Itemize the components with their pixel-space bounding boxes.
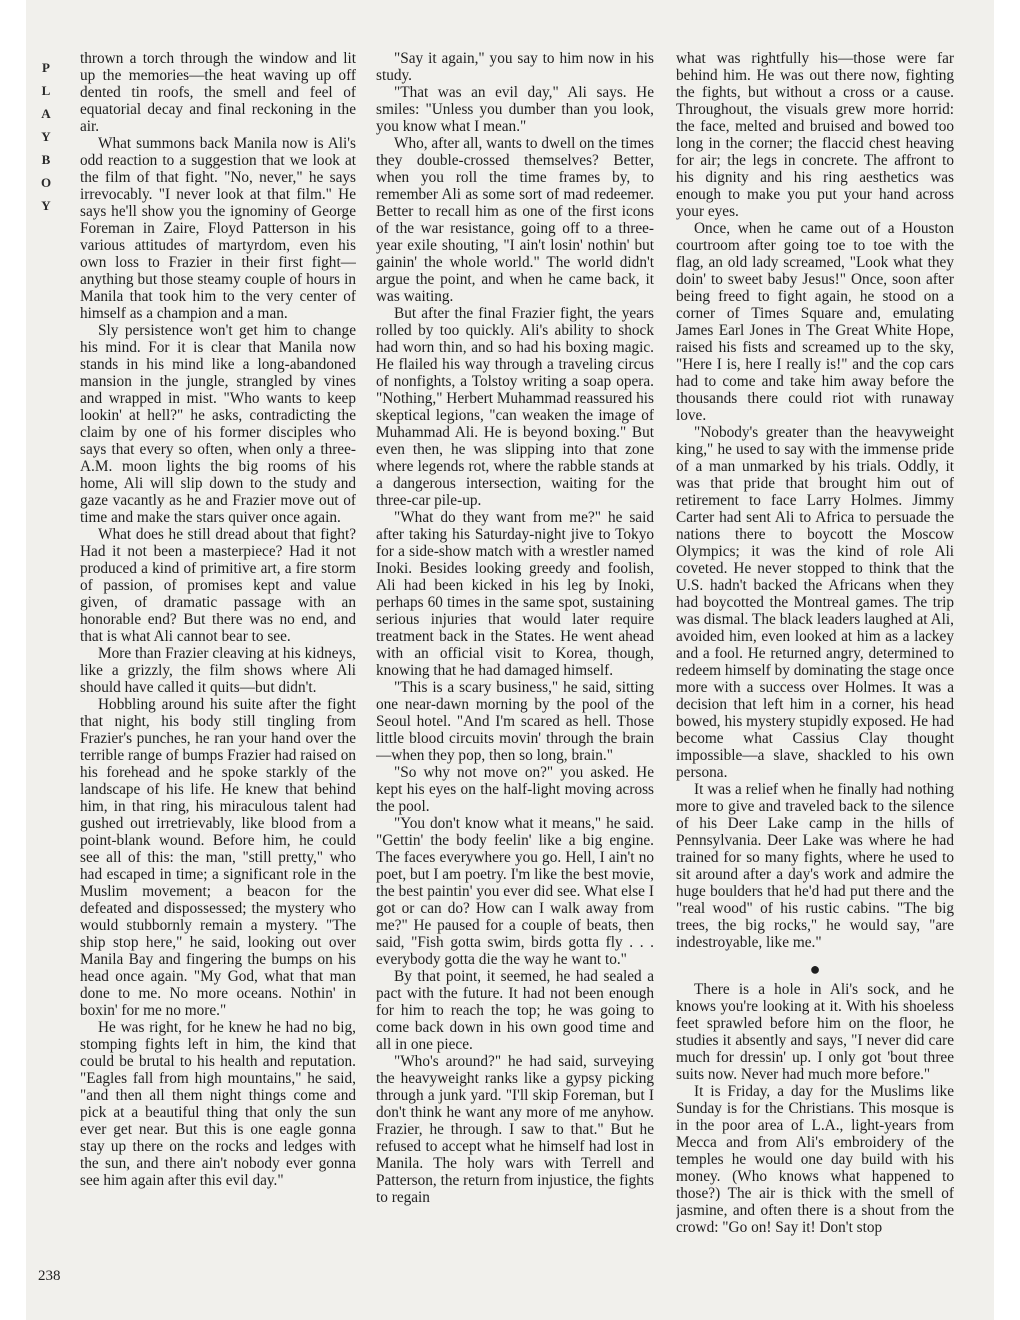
paragraph: More than Frazier cleaving at his kidneys, like a grizzly, the film shows where Ali should have called it quits—but didn't. <box>80 645 356 696</box>
paragraph: What summons back Manila now is Ali's odd reaction to a suggestion that we look at the film of that fight. "No, never," he says irrevocably. "I never look at that film." He says he'll show you the ignominy of George Foreman in Zaire, Floyd Patterson in his various attitudes of martyrdom, even his own loss to Frazier in their first fight—anything but those steamy couple of hours in Manila that took him to the very center of himself as a champion and a man. <box>80 135 356 322</box>
magazine-page <box>26 0 994 1320</box>
text-column-3 <box>676 50 954 1290</box>
playboy-masthead <box>39 56 53 217</box>
masthead-letter: O <box>40 175 52 190</box>
paragraph: By that point, it seemed, he had sealed a pact with the future. It had not been enough for him to reach the top; he was going to come back down in his own good time and all in one piece. <box>376 968 654 1053</box>
masthead-letter: A <box>41 106 51 121</box>
text-column-1 <box>80 50 356 1290</box>
text-column-2 <box>376 50 654 1290</box>
masthead-letter: P <box>42 60 50 75</box>
paragraph: "This is a scary business," he said, sitting one near-dawn morning by the pool of the Seoul hotel. "And I'm scared as hell. Those little blood circuits movin' through the brain—when they pop, then so long, brain." <box>376 679 654 764</box>
paragraph: But after the final Frazier fight, the years rolled by too quickly. Ali's ability to shock had worn thin, and so had his boxing magic. He flailed his way through a traveling circus of nonfights, a Tolstoy writing a soap opera. "Nothing," Herbert Muhammad reassured his skeptical legions, "can weaken the image of Muhammad Ali. He is beyond boxing." But even then, he was slipping into that zone where legends rot, where the rabble stands at a dangerous intersection, waiting for the three-car pile-up. <box>376 305 654 509</box>
masthead-letter: Y <box>41 198 51 213</box>
paragraph: "Nobody's greater than the heavyweight king," he used to say with the immense pride of a man unmarked by his trials. Oddly, it was that pride that brought him out of retirement to face Larry Holmes. Jimmy Carter had sent Ali to Africa to persuade the nations there to boycott the Moscow Olympics; it was the kind of role Ali coveted. He never stopped to think that the U.S. hadn't backed the Africans when they had boycotted the Montreal games. The trip was dismal. The black leaders laughed at Ali, avoided him, even looked at him as a lackey and a fool. He returned angry, determined to redeem himself by dominating the stage once more with a success over Holmes. It was a decision that left him in a corner, his head bowed, his mystery stupidly exposed. He had become what Cassius Clay thought impossible—a slave, shackled to his own persona. <box>676 424 954 781</box>
paragraph: "Say it again," you say to him now in his study. <box>376 50 654 84</box>
masthead-letter: B <box>41 152 51 167</box>
paragraph: Hobbling around his suite after the fight that night, his body still tingling from Frazier's punches, he ran your hand over the terrible range of bumps Frazier had raised on his forehead and he spoke starkly of the landscape of his life. He knew that behind him, in that ring, his miraculous talent had gushed out irretrievably, like blood from a point-blank wound. Before him, he could see all of this: the man, "still pretty," who had escaped in time; a significant role in the Muslim movement; a beacon for the defeated and dispossessed; the mystery who would stubbornly remain a mystery. "The ship stop here," he said, looking out over Manila Bay and fingering the bumps on his head once again. "My God, what that man done to me. No more oceans. Nothin' in boxin' for me no more." <box>80 696 356 1019</box>
paragraph: "Who's around?" he had said, surveying the heavyweight ranks like a gypsy picking through a junk yard. "I'll skip Foreman, but I don't think he want any more of me anyhow. Frazier, he through. I saw to that." But he refused to accept what he himself had lost in Manila. The holy wars with Terrell and Patterson, the return from injustice, the fights to regain <box>376 1053 654 1206</box>
paragraph: He was right, for he knew he had no big, stomping fights left in him, the kind that could be brutal to his health and reputation. "Eagles fall from high mountains," he said, "and then all them night things come and pick at a beautiful thing that only the sun ever get near. But this is one eagle gonna stay up there on the rocks and ledges with the sun, and there ain't nobody ever gonna see him again after this evil day." <box>80 1019 356 1189</box>
paragraph: Sly persistence won't get him to change his mind. For it is clear that Manila now stands in his mind like a long-abandoned mansion in the jungle, strangled by vines and wrapped in mist. "Who wants to keep lookin' at hell?" he asks, contradicting the claim by one of his former disciples who says that every so often, when only a three-A.M. moon lights the big rooms of his home, Ali will slip down to the study and gaze vacantly as he and Frazier move out of time and make the stars quiver once again. <box>80 322 356 526</box>
paragraph: "You don't know what it means," he said. "Gettin' the body feelin' like a big engine. The faces everywhere you go. Hell, I ain't no poet, but I am poetry. I'm like the best movie, the best paintin' you ever did see. What else I got or can do? How can I walk away from me?" He paused for a couple of beats, then said, "Fish gotta swim, birds gotta fly . . . everybody gotta die the way he want to." <box>376 815 654 968</box>
masthead-letter: Y <box>41 129 51 144</box>
paragraph: There is a hole in Ali's sock, and he knows you're looking at it. With his shoeless feet sprawled before him on the floor, he studies it absently and says, "I never did care much for dressin' up. I only got 'bout three suits now. Never had much more before." <box>676 981 954 1083</box>
paragraph: what was rightfully his—those were far behind him. He was out there now, fighting the fights, but without a cross or a cause. Throughout, the visuals grew more horrid: the face, melted and bruised and bowed too long in the corner; the flaccid chest heaving for air; the legs in concrete. The affront to his dignity and his ring aesthetics was enough to make you put your hand across your eyes. <box>676 50 954 220</box>
paragraph: thrown a torch through the window and lit up the memories—the heat waving up off dented tin roofs, the smell and feel of equatorial decay and final reckoning in the air. <box>80 50 356 135</box>
masthead-letter: L <box>41 83 51 98</box>
paragraph: "What do they want from me?" he said after taking his Saturday-night jive to Tokyo for a side-show match with a wrestler named Inoki. Besides looking greedy and foolish, Ali had been kicked in his leg by Inoki, perhaps 60 times in the same spot, sustaining serious injuries that would later require treatment back in the States. He went ahead with an official visit to Korea, though, knowing that he had damaged himself. <box>376 509 654 679</box>
section-break-bullet: ● <box>809 959 821 979</box>
paragraph: Who, after all, wants to dwell on the times they double-crossed themselves? Better, when you roll the time frames by, to remember Ali as some sort of mad redeemer. Better to recall him as one of the first icons of the war resistance, going off to a three-year exile shouting, "I ain't losin' nothin' but gainin' the whole world." The world didn't argue the point, and when he came back, it was waiting. <box>376 135 654 305</box>
paragraph: "So why not move on?" you asked. He kept his eyes on the half-light moving across the pool. <box>376 764 654 815</box>
paragraph: What does he still dread about that fight? Had it not been a masterpiece? Had it not produced a kind of primitive art, a fire storm of passion, of promises kept and value given, of dramatic passage with an honorable end? But there was no end, and that is what Ali cannot bear to see. <box>80 526 356 645</box>
paragraph: "That was an evil day," Ali says. He smiles: "Unless you dumber than you look, you know what I mean." <box>376 84 654 135</box>
paragraph: Once, when he came out of a Houston courtroom after going toe to toe with the flag, an old lady screamed, "Look what they doin' to sweet baby Jesus!" Once, soon after being freed to fight again, he stood on a corner of Times Square and, emulating James Earl Jones in The Great White Hope, raised his fists and screamed up to the sky, "Here I is, here I really is!" and the cop cars had to come and take him away before the thousands there could riot with runaway love. <box>676 220 954 424</box>
page-number: 238 <box>38 1268 61 1284</box>
paragraph: It is Friday, a day for the Muslims like Sunday is for the Christians. This mosque is in the poor area of L.A., light-years from Mecca and from Ali's embroidery of the temples he would one day build with his money. (Who knows what happened to those?) The air is thick with the smell of jasmine, and often there is a shout from the crowd: "Go on! Say it! Don't stop <box>676 1083 954 1236</box>
paragraph: It was a relief when he finally had nothing more to give and traveled back to the silence of his Deer Lake camp in the hills of Pennsylvania. Deer Lake was where he had trained for so many fights, where he used to sit around after a day's work and admire the huge boulders that he'd had put there and the "real wood" of his rustic cabins. "The big trees, the big rocks," he would say, "are indestroyable, like me." <box>676 781 954 951</box>
